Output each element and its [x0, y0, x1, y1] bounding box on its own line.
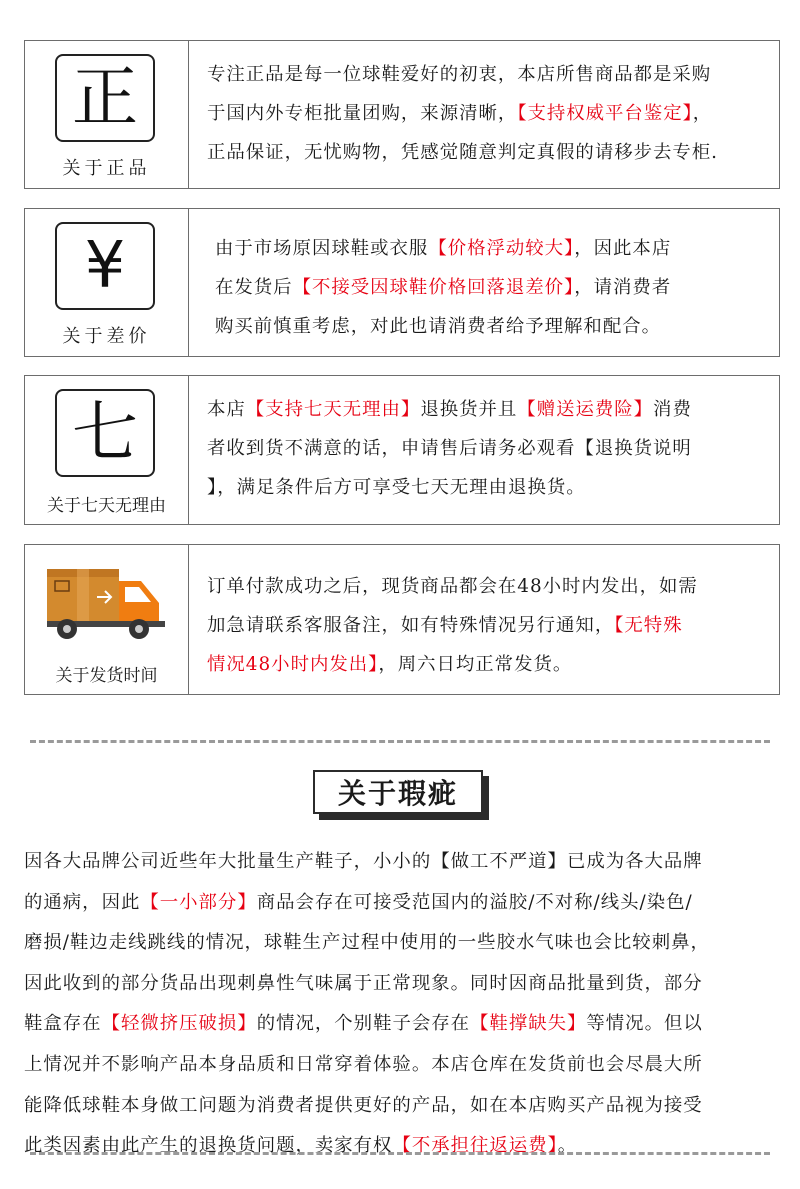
body-text: ，因此本店 — [574, 238, 672, 259]
info-box-price-difference — [24, 208, 780, 357]
section-text — [189, 41, 779, 188]
icon-cell — [25, 545, 189, 694]
section-text — [189, 545, 779, 694]
defects-heading — [313, 770, 491, 822]
body-text: 鞋盒存在 — [24, 1013, 102, 1035]
text-line — [207, 606, 765, 645]
highlight-text: 情况48小时内发出】 — [207, 654, 379, 675]
text-line — [24, 1004, 782, 1045]
text-line — [24, 964, 782, 1005]
body-text: 专注正品是每一位球鞋爱好的初衷，本店所售商品都是采购 — [207, 64, 712, 85]
body-text: 。 — [557, 1135, 578, 1157]
body-text: 加急请联系客服备注，如有特殊情况另行通知， — [207, 615, 615, 636]
section-label: 关于七天无理由 — [47, 496, 166, 516]
body-text: 的通病，因此 — [24, 891, 141, 913]
text-line — [207, 645, 765, 684]
section-label: 关于正品 — [62, 158, 151, 179]
icon-cell — [25, 209, 189, 356]
section-label: 关于发货时间 — [55, 666, 158, 686]
body-text: 上情况并不影响产品本身品质和日常穿着体验。本店仓库在发货前也会尽晨大所 — [24, 1053, 703, 1075]
body-text: 磨损/鞋边走线跳线的情况，球鞋生产过程中使用的一些胶水气味也会比较刺鼻， — [24, 932, 710, 954]
text-line — [24, 842, 782, 883]
text-line — [24, 1126, 782, 1167]
text-line — [215, 268, 765, 307]
body-text: 由于市场原因球鞋或衣服 — [215, 238, 429, 259]
text-line — [24, 1086, 782, 1127]
highlight-text: 【价格浮动较大】 — [428, 238, 575, 259]
body-text: 消费 — [653, 399, 692, 420]
info-box-shipping-time — [24, 544, 780, 695]
highlight-text: 【不接受因球鞋价格回落退差价】 — [292, 277, 575, 298]
divider — [30, 740, 770, 743]
body-text: 本店 — [207, 399, 246, 420]
text-line — [207, 567, 765, 606]
body-text: 】，满足条件后方可享受七天无理由退换货。 — [207, 477, 586, 498]
body-text: ，请消费者 — [574, 277, 672, 298]
highlight-text: 【赠送运费险】 — [517, 399, 654, 420]
section-label: 关于差价 — [62, 326, 151, 347]
text-line — [207, 390, 765, 429]
body-text: ，周六日均正常发货。 — [378, 654, 573, 675]
text-line — [207, 468, 765, 507]
divider — [30, 1152, 770, 1155]
body-text: 商品会存在可接受范国内的溢胶/不对称/线头/染色/ — [256, 891, 693, 913]
text-line — [215, 307, 765, 346]
qi-seven-character-icon: 七 — [55, 389, 155, 477]
info-box-seven-day-return — [24, 375, 780, 525]
zheng-character-icon: 正 — [55, 54, 155, 142]
body-text: 等情况。但以 — [586, 1013, 703, 1035]
yen-sign-icon: ¥ — [55, 222, 155, 310]
text-line — [207, 429, 765, 468]
body-text: 于国内外专柜批量团购，来源清晰， — [207, 103, 518, 124]
info-box-authenticity — [24, 40, 780, 189]
text-line — [24, 923, 782, 964]
body-text: 因各大品牌公司近些年大批量生产鞋子，小小的【做工不严道】已成为各大品牌 — [24, 851, 703, 872]
delivery-truck-icon — [47, 563, 169, 645]
body-text: 订单付款成功之后，现货商品都会在48小时内发出，如需 — [207, 576, 698, 597]
body-text: 购买前慎重考虑，对此也请消费者给予理解和配合。 — [215, 316, 661, 337]
highlight-text: 【一小部分】 — [140, 891, 257, 913]
icon-cell — [25, 41, 189, 188]
text-line — [207, 55, 765, 94]
text-line — [215, 229, 765, 268]
text-line — [24, 1045, 782, 1086]
body-text: ， — [692, 103, 713, 124]
body-text: 此类因素由此产生的退换货问题，卖家有权 — [24, 1135, 393, 1157]
body-text: 退换货并且 — [420, 399, 518, 420]
highlight-text: 【无特殊 — [614, 615, 683, 636]
body-text: 正品保证，无忧购物，凭感觉随意判定真假的请移步去专柜. — [207, 142, 719, 163]
body-text: 者收到货不满意的话，申请售后请务必观看【退换货说明 — [207, 438, 692, 459]
section-text — [189, 376, 779, 524]
text-line — [207, 133, 765, 172]
icon-cell — [25, 376, 189, 524]
highlight-text: 【不承担往返运费】 — [392, 1135, 558, 1157]
text-line — [24, 883, 782, 924]
defects-paragraph — [24, 842, 782, 1167]
text-line — [207, 94, 765, 133]
section-text — [189, 209, 779, 356]
body-text: 因此收到的部分货品出现刺鼻性气味属于正常现象。同时因商品批量到货，部分 — [24, 972, 703, 994]
highlight-text: 【鞋撑缺失】 — [470, 1013, 587, 1035]
highlight-text: 【支持七天无理由】 — [245, 399, 421, 420]
body-text: 的情况，个别鞋子会存在 — [256, 1013, 471, 1035]
defects-heading-title: 关于瑕疵 — [313, 770, 483, 814]
body-text: 在发货后 — [215, 277, 293, 298]
highlight-text: 【轻微挤压破损】 — [101, 1013, 257, 1035]
body-text: 能降低球鞋本身做工问题为消费者提供更好的产品，如在本店购买产品视为接受 — [24, 1094, 703, 1116]
highlight-text: 【支持权威平台鉴定】 — [517, 103, 693, 124]
